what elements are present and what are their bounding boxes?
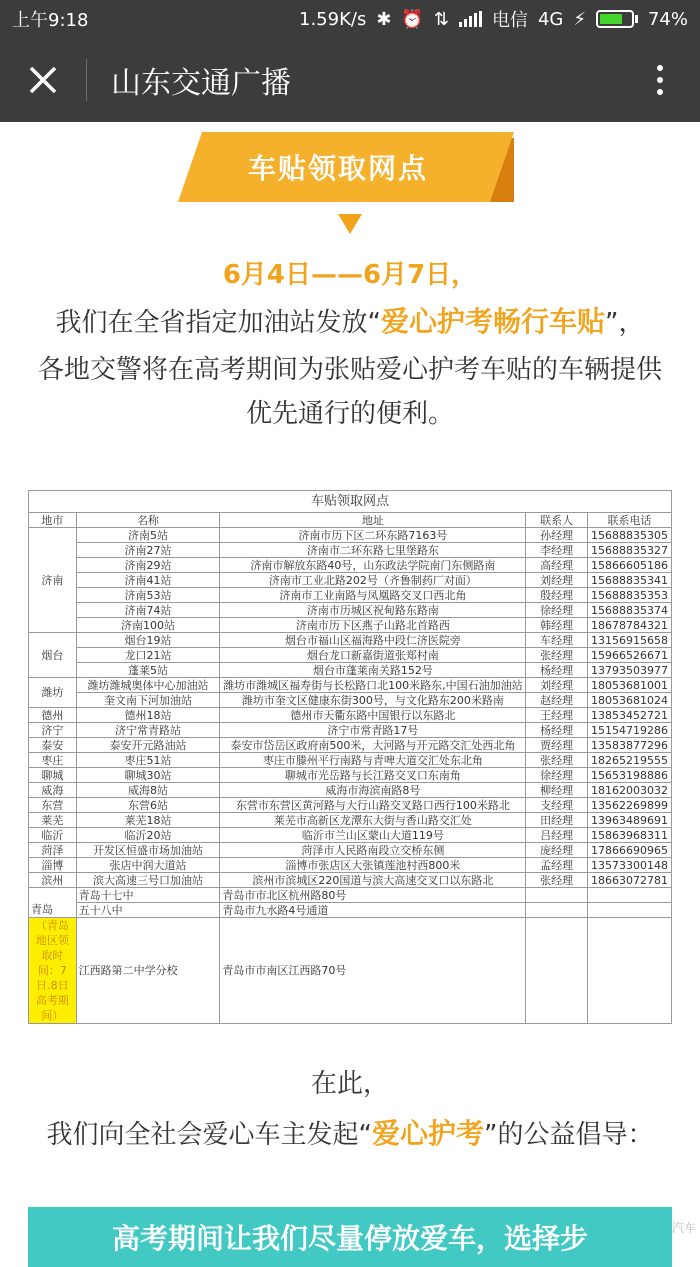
cell-city: 滨州 bbox=[29, 873, 77, 888]
cell-contact: 韩经理 bbox=[526, 618, 588, 633]
cell-station-name: 济南100站 bbox=[76, 618, 220, 633]
cell-address: 莱芜市高新区龙潭东大街与香山路交汇处 bbox=[220, 813, 526, 828]
table-row bbox=[29, 633, 672, 648]
cell-phone: 15863968311 bbox=[587, 828, 671, 843]
table-row bbox=[29, 798, 672, 813]
table-row bbox=[29, 828, 672, 843]
cell-address: 枣庄市滕州平行南路与青啤大道交汇处东北角 bbox=[220, 753, 526, 768]
cell-phone: 18678784321 bbox=[587, 618, 671, 633]
cell-station-name: 济南41站 bbox=[76, 573, 220, 588]
cell-address: 济南市解放东路40号，山东政法学院南门东侧路南 bbox=[220, 558, 526, 573]
teal-callout: 高考期间让我们尽量停放爱车，选择步 bbox=[28, 1207, 672, 1267]
cell-phone-empty bbox=[587, 918, 671, 1024]
cell-contact: 杨经理 bbox=[526, 663, 588, 678]
cell-address: 济宁市常青路17号 bbox=[220, 723, 526, 738]
cell-station-name: 蓬莱5站 bbox=[76, 663, 220, 678]
cell-address: 济南市历城区祝甸路东路南 bbox=[220, 603, 526, 618]
cell-station-name: 潍坊潍城奥体中心加油站 bbox=[76, 678, 220, 693]
cell-city: 青岛 bbox=[29, 903, 77, 918]
cell-contact: 车经理 bbox=[526, 633, 588, 648]
cell-city: 临沂 bbox=[29, 828, 77, 843]
cell-contact: 田经理 bbox=[526, 813, 588, 828]
cell-contact-empty bbox=[526, 918, 588, 1024]
table-header-row bbox=[29, 513, 672, 528]
app-bar bbox=[0, 38, 700, 122]
cell-contact: 庞经理 bbox=[526, 843, 588, 858]
close-button[interactable] bbox=[0, 38, 86, 122]
table-row bbox=[29, 573, 672, 588]
charging-icon: ⚡ bbox=[573, 9, 586, 30]
cell-phone: 15688835374 bbox=[587, 603, 671, 618]
watermark: 汽车 bbox=[672, 1219, 696, 1236]
more-dot-icon bbox=[657, 89, 663, 95]
cell-city: 德州 bbox=[29, 708, 77, 723]
table-row bbox=[29, 558, 672, 573]
cell-station-name: 济南27站 bbox=[76, 543, 220, 558]
cell-phone: 15688835305 bbox=[587, 528, 671, 543]
header-address: 地址 bbox=[220, 513, 526, 528]
cell-phone: 18663072781 bbox=[587, 873, 671, 888]
cell-phone: 15866605186 bbox=[587, 558, 671, 573]
cell-contact: 孙经理 bbox=[526, 528, 588, 543]
network-type: 4G bbox=[538, 9, 563, 30]
more-options-button[interactable] bbox=[620, 38, 700, 122]
cell-contact: 赵经理 bbox=[526, 693, 588, 708]
pickup-points-table bbox=[28, 490, 672, 1024]
cell-station-name: 聊城30站 bbox=[76, 768, 220, 783]
cell-contact-empty bbox=[526, 888, 588, 903]
highlight-sticker-name: 爱心护考畅行车贴 bbox=[381, 305, 605, 338]
cell-phone: 13573300148 bbox=[587, 858, 671, 873]
cell-station-name: 德州18站 bbox=[76, 708, 220, 723]
status-bar bbox=[0, 0, 700, 38]
cell-phone: 15688835341 bbox=[587, 573, 671, 588]
table-row bbox=[29, 618, 672, 633]
status-time: 上午9:18 bbox=[12, 6, 299, 32]
intro-line-2: 各地交警将在高考期间为张贴爱心护考车贴的车辆提供优先通行的便利。 bbox=[30, 348, 670, 436]
table-row bbox=[29, 708, 672, 723]
cell-station-name: 泰安开元路油站 bbox=[76, 738, 220, 753]
cell-phone: 15688835353 bbox=[587, 588, 671, 603]
cell-address: 烟台龙口新嘉街道张郑村南 bbox=[220, 648, 526, 663]
cell-address: 淄博市张店区大张镇莲池村西800米 bbox=[220, 858, 526, 873]
header-phone: 联系电话 bbox=[587, 513, 671, 528]
cell-address: 威海市海滨南路8号 bbox=[220, 783, 526, 798]
cell-contact: 贾经理 bbox=[526, 738, 588, 753]
bluetooth-icon: ✱ bbox=[376, 9, 391, 30]
cell-phone: 13562269899 bbox=[587, 798, 671, 813]
cell-contact: 徐经理 bbox=[526, 768, 588, 783]
table-row bbox=[29, 888, 672, 903]
cell-address: 潍坊市潍城区福寿街与长松路口北100米路东,中国石油加油站 bbox=[220, 678, 526, 693]
table-row bbox=[29, 693, 672, 708]
cell-phone: 13583877296 bbox=[587, 738, 671, 753]
section-banner bbox=[178, 132, 514, 202]
cell-contact: 徐经理 bbox=[526, 603, 588, 618]
table-row bbox=[29, 873, 672, 888]
cell-address: 潍坊市奎文区健康东街300号，与文化路东200米路南 bbox=[220, 693, 526, 708]
cell-contact: 刘经理 bbox=[526, 678, 588, 693]
cell-contact: 吕经理 bbox=[526, 828, 588, 843]
cell-phone: 15966526671 bbox=[587, 648, 671, 663]
cell-station-name: 烟台19站 bbox=[76, 633, 220, 648]
cell-address: 泰安市岱岳区政府南500米，大河路与开元路交汇处西北角 bbox=[220, 738, 526, 753]
cell-station-name: 临沂20站 bbox=[76, 828, 220, 843]
signal-icon bbox=[459, 11, 482, 27]
cell-city: 菏泽 bbox=[29, 843, 77, 858]
carrier-name: 电信 bbox=[492, 6, 528, 32]
close-icon bbox=[28, 65, 58, 95]
cell-city: 济南 bbox=[29, 528, 77, 633]
table-row bbox=[29, 753, 672, 768]
cell-address: 德州市天衢东路中国银行以东路北 bbox=[220, 708, 526, 723]
cell-station-name: 济南29站 bbox=[76, 558, 220, 573]
cell-phone: 13793503977 bbox=[587, 663, 671, 678]
header-name: 名称 bbox=[76, 513, 220, 528]
table-row bbox=[29, 648, 672, 663]
cell-address: 济南市二环东路七里堡路东 bbox=[220, 543, 526, 558]
cell-city: 威海 bbox=[29, 783, 77, 798]
header-contact: 联系人 bbox=[526, 513, 588, 528]
cell-contact-empty bbox=[526, 903, 588, 918]
data-transfer-icon: ⇅ bbox=[434, 9, 449, 30]
cell-station-name: 东营6站 bbox=[76, 798, 220, 813]
cell-city: 聊城 bbox=[29, 768, 77, 783]
cell-contact: 张经理 bbox=[526, 873, 588, 888]
more-dot-icon bbox=[657, 65, 663, 71]
table-row bbox=[29, 738, 672, 753]
battery-icon bbox=[596, 10, 638, 28]
cell-station-name: 奎文南下河加油站 bbox=[76, 693, 220, 708]
cell-phone: 13963489691 bbox=[587, 813, 671, 828]
cell-address: 东营市东营区黄河路与大行山路交叉路口西行100米路北 bbox=[220, 798, 526, 813]
cell-city: 济宁 bbox=[29, 723, 77, 738]
cell-station-name: 青岛十七中 bbox=[76, 888, 220, 903]
cell-phone: 15653198886 bbox=[587, 768, 671, 783]
cell-contact: 李经理 bbox=[526, 543, 588, 558]
cell-address: 滨州市滨城区220国道与滨大高速交叉口以东路北 bbox=[220, 873, 526, 888]
table-row bbox=[29, 663, 672, 678]
cell-city: 淄博 bbox=[29, 858, 77, 873]
cell-contact: 张经理 bbox=[526, 648, 588, 663]
cell-address: 青岛市市北区杭州路80号 bbox=[220, 888, 526, 903]
table-row bbox=[29, 678, 672, 693]
cell-station-name: 济宁常青路站 bbox=[76, 723, 220, 738]
cell-city: 枣庄 bbox=[29, 753, 77, 768]
cell-phone: 18162003032 bbox=[587, 783, 671, 798]
cell-contact: 孟经理 bbox=[526, 858, 588, 873]
header-city: 地市 bbox=[29, 513, 77, 528]
cell-phone: 15688835327 bbox=[587, 543, 671, 558]
cell-city: 潍坊 bbox=[29, 678, 77, 708]
cell-address: 菏泽市人民路南段立交桥东侧 bbox=[220, 843, 526, 858]
cell-contact: 张经理 bbox=[526, 753, 588, 768]
cell-station-name: 张店中润大道站 bbox=[76, 858, 220, 873]
arrow-down-icon bbox=[338, 214, 362, 234]
cell-station-name: 开发区恒盛市场加油站 bbox=[76, 843, 220, 858]
highlight-campaign-name: 爱心护考 bbox=[372, 1117, 484, 1150]
cell-address: 济南市工业北路202号（齐鲁制药厂对面） bbox=[220, 573, 526, 588]
cell-address: 烟台市福山区福海路中段仁济医院旁 bbox=[220, 633, 526, 648]
table-row bbox=[29, 528, 672, 543]
cell-address: 青岛市九水路4号通道 bbox=[220, 903, 526, 918]
cell-contact: 支经理 bbox=[526, 798, 588, 813]
cell-address: 聊城市光岳路与长江路交叉口东南角 bbox=[220, 768, 526, 783]
cell-contact: 刘经理 bbox=[526, 573, 588, 588]
cell-station-name: 江西路第二中学分校 bbox=[76, 918, 220, 1024]
cell-address: 济南市历下区二环东路7163号 bbox=[220, 528, 526, 543]
table-row bbox=[29, 813, 672, 828]
network-speed: 1.59K/s bbox=[299, 9, 366, 30]
cell-address: 青岛市市南区江西路70号 bbox=[220, 918, 526, 1024]
cell-station-name: 济南74站 bbox=[76, 603, 220, 618]
table-caption: 车贴领取网点 bbox=[28, 490, 672, 512]
cell-city-blank bbox=[29, 888, 77, 903]
battery-percent: 74% bbox=[648, 9, 688, 30]
cell-address: 烟台市蓬莱南关路152号 bbox=[220, 663, 526, 678]
cell-station-name: 济南53站 bbox=[76, 588, 220, 603]
banner-title: 车贴领取网点 bbox=[178, 132, 498, 202]
cell-phone-empty bbox=[587, 903, 671, 918]
cell-station-name: 莱芜18站 bbox=[76, 813, 220, 828]
table-row bbox=[29, 543, 672, 558]
page-title: 山东交通广播 bbox=[111, 58, 620, 102]
table-row bbox=[29, 603, 672, 618]
intro-line-1: 我们在全省指定加油站发放“爱心护考畅行车贴”， bbox=[30, 300, 670, 345]
table-row bbox=[29, 723, 672, 738]
cell-station-name: 济南5站 bbox=[76, 528, 220, 543]
closing-line-2: 我们向全社会爱心车主发起“爱心护考”的公益倡导： bbox=[30, 1112, 670, 1157]
cell-contact: 王经理 bbox=[526, 708, 588, 723]
cell-address: 济南市历下区燕子山路北首路西 bbox=[220, 618, 526, 633]
cell-contact: 柳经理 bbox=[526, 783, 588, 798]
cell-address: 济南市工业南路与凤凰路交叉口西北角 bbox=[220, 588, 526, 603]
more-dot-icon bbox=[657, 77, 663, 83]
cell-station-name: 滨大高速三号口加油站 bbox=[76, 873, 220, 888]
table-row bbox=[29, 843, 672, 858]
table-row bbox=[29, 918, 672, 1024]
table-row bbox=[29, 858, 672, 873]
cell-contact: 杨经理 bbox=[526, 723, 588, 738]
cell-station-name: 枣庄51站 bbox=[76, 753, 220, 768]
table-row bbox=[29, 768, 672, 783]
table-row bbox=[29, 783, 672, 798]
app-bar-divider bbox=[86, 59, 87, 101]
closing-line-1: 在此， bbox=[30, 1062, 670, 1106]
cell-station-name: 五十八中 bbox=[76, 903, 220, 918]
cell-phone: 13853452721 bbox=[587, 708, 671, 723]
cell-phone: 15154719286 bbox=[587, 723, 671, 738]
cell-phone: 13156915658 bbox=[587, 633, 671, 648]
cell-phone: 17866690965 bbox=[587, 843, 671, 858]
cell-phone: 18265219555 bbox=[587, 753, 671, 768]
cell-contact: 高经理 bbox=[526, 558, 588, 573]
cell-address: 临沂市兰山区蒙山大道119号 bbox=[220, 828, 526, 843]
cell-phone: 18053681001 bbox=[587, 678, 671, 693]
date-range: 6月4日——6月7日， bbox=[0, 254, 700, 291]
cell-phone: 18053681024 bbox=[587, 693, 671, 708]
cell-city: 泰安 bbox=[29, 738, 77, 753]
points-table bbox=[28, 512, 672, 1024]
cell-phone-empty bbox=[587, 888, 671, 903]
cell-station-name: 龙口21站 bbox=[76, 648, 220, 663]
cell-city: 东营 bbox=[29, 798, 77, 813]
cell-contact: 殷经理 bbox=[526, 588, 588, 603]
alarm-icon: ⏰ bbox=[401, 9, 423, 30]
table-row bbox=[29, 903, 672, 918]
cell-city: 莱芜 bbox=[29, 813, 77, 828]
cell-station-name: 威海8站 bbox=[76, 783, 220, 798]
cell-city: 烟台 bbox=[29, 633, 77, 678]
qingdao-time-note: （青岛地区领取时间：7日.8日高考期间） bbox=[29, 918, 77, 1024]
table-row bbox=[29, 588, 672, 603]
